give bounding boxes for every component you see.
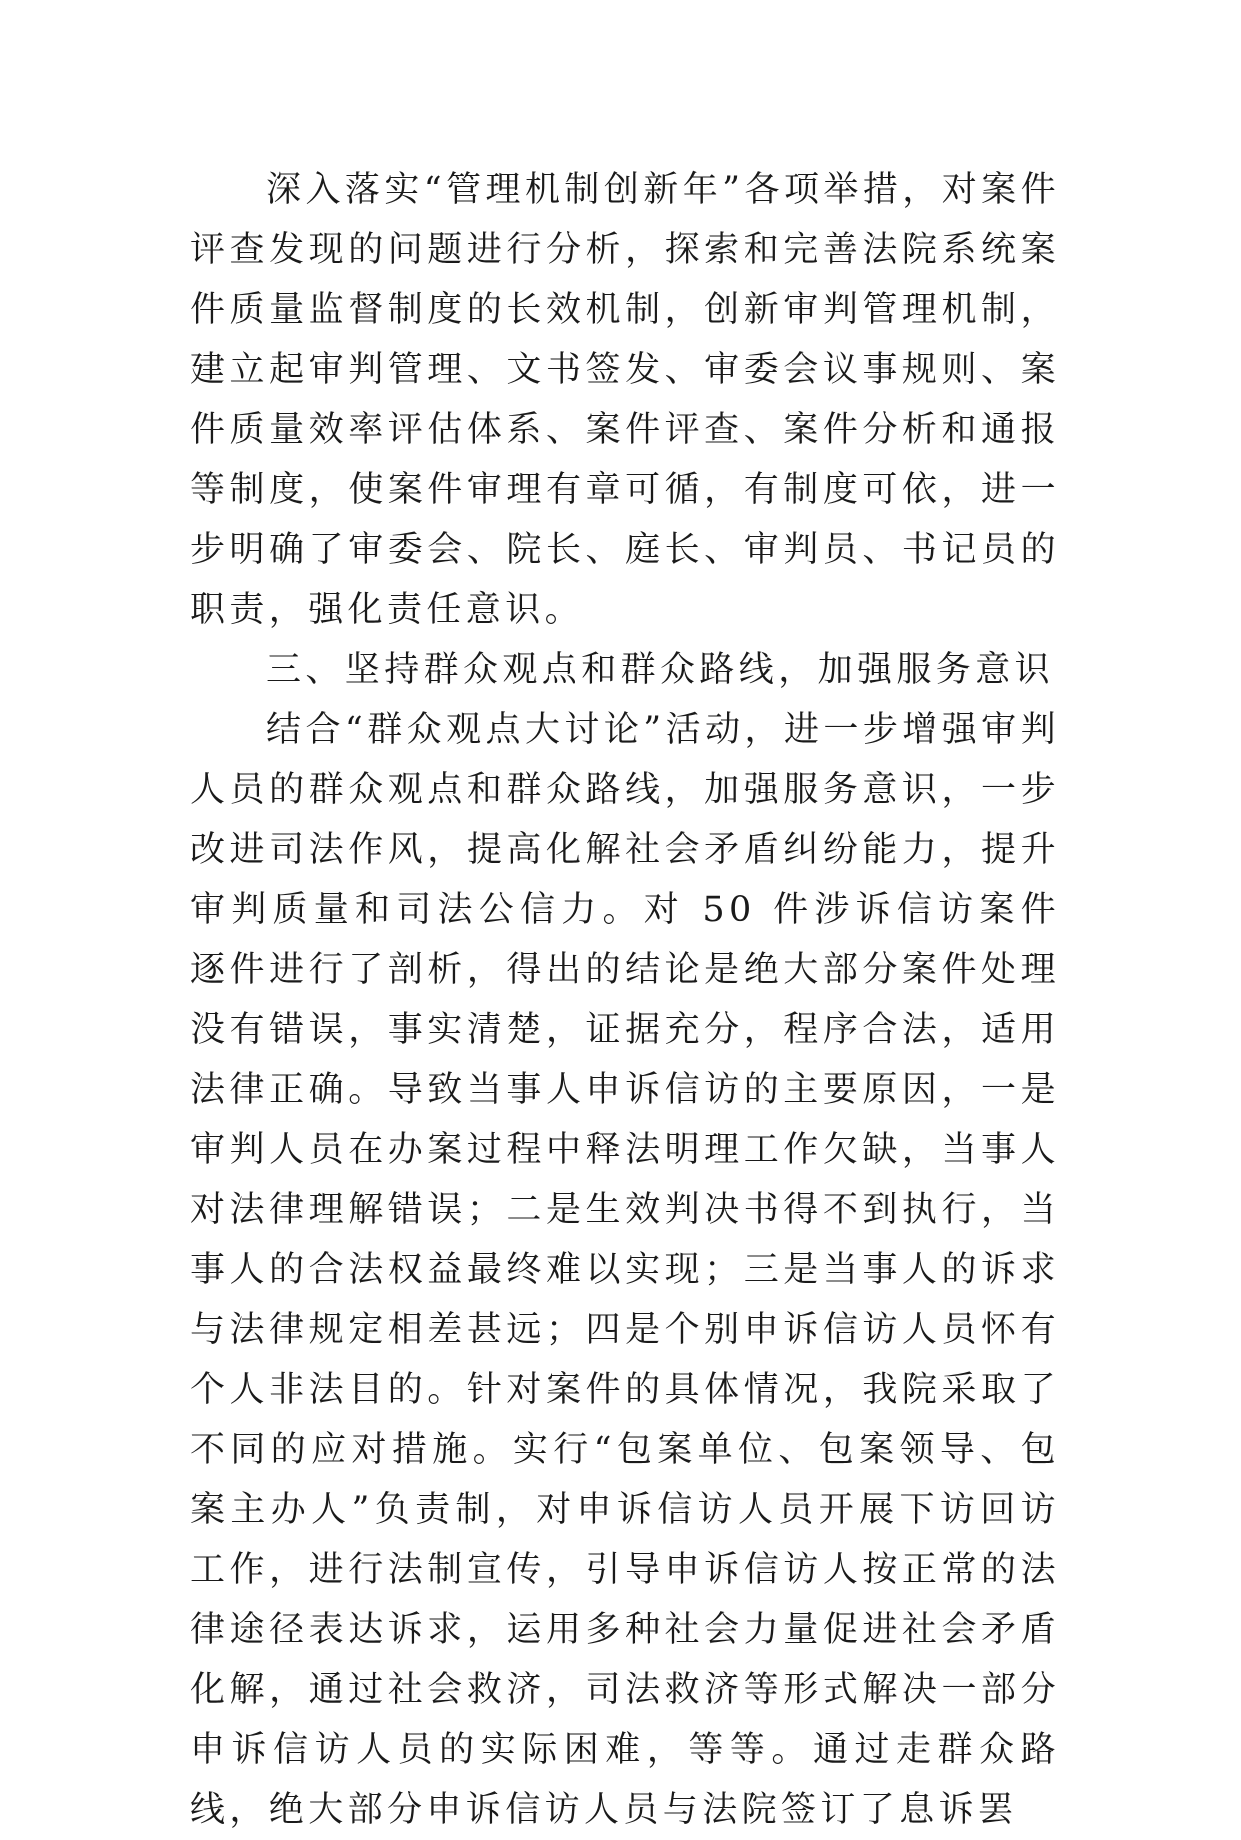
paragraph-management-mechanism: 深入落实“管理机制创新年”各项举措，对案件评查发现的问题进行分析，探索和完善法院系统案件质量监督制度的长效机制，创新审判管理机制，建立起审判管理、文书签发、审委会议事规则、案件质量效率评估体系、案件评查、案件分析和通报等制度，使案件审理有章可循，有制度可依，进一步明确了审委会、院长、庭长、审判员、书记员的职责，强化责任意识。 [190, 170, 1060, 630]
document-body [190, 160, 1060, 1840]
section-heading-three: 三、坚持群众观点和群众路线，加强服务意识 [266, 650, 1055, 690]
paragraph-mass-line: 结合“群众观点大讨论”活动，进一步增强审判人员的群众观点和群众路线，加强服务意识，一步改进司法作风，提高化解社会矛盾纠纷能力，提升审判质量和司法公信力。对 50 件涉诉信访案件逐件进行了剖析，得出的结论是绝大部分案件处理没有错误，事实清楚，证据充分，程序合法，适用法律正确。导致当事人申诉信访的主要原因，一是审判人员在办案过程中释法明理工作欠缺，当事人对法律理解错误；二是生效判决书得不到执行，当事人的合法权益最终难以实现；三是当事人的诉求与法律规定相差甚远；四是个别申诉信访人员怀有个人非法目的。针对案件的具体情况，我院采取了不同的应对措施。实行“包案单位、包案领导、包案主办人”负责制，对申诉信访人员开展下访回访工作，进行法制宣传，引导申诉信访人按正常的法律途径表达诉求，运用多种社会力量促进社会矛盾化解，通过社会救济，司法救济等形式解决一部分申诉信访人员的实际困难，等等。通过走群众路线，绝大部分申诉信访人员与法院签订了息诉罢 [190, 710, 1060, 1830]
